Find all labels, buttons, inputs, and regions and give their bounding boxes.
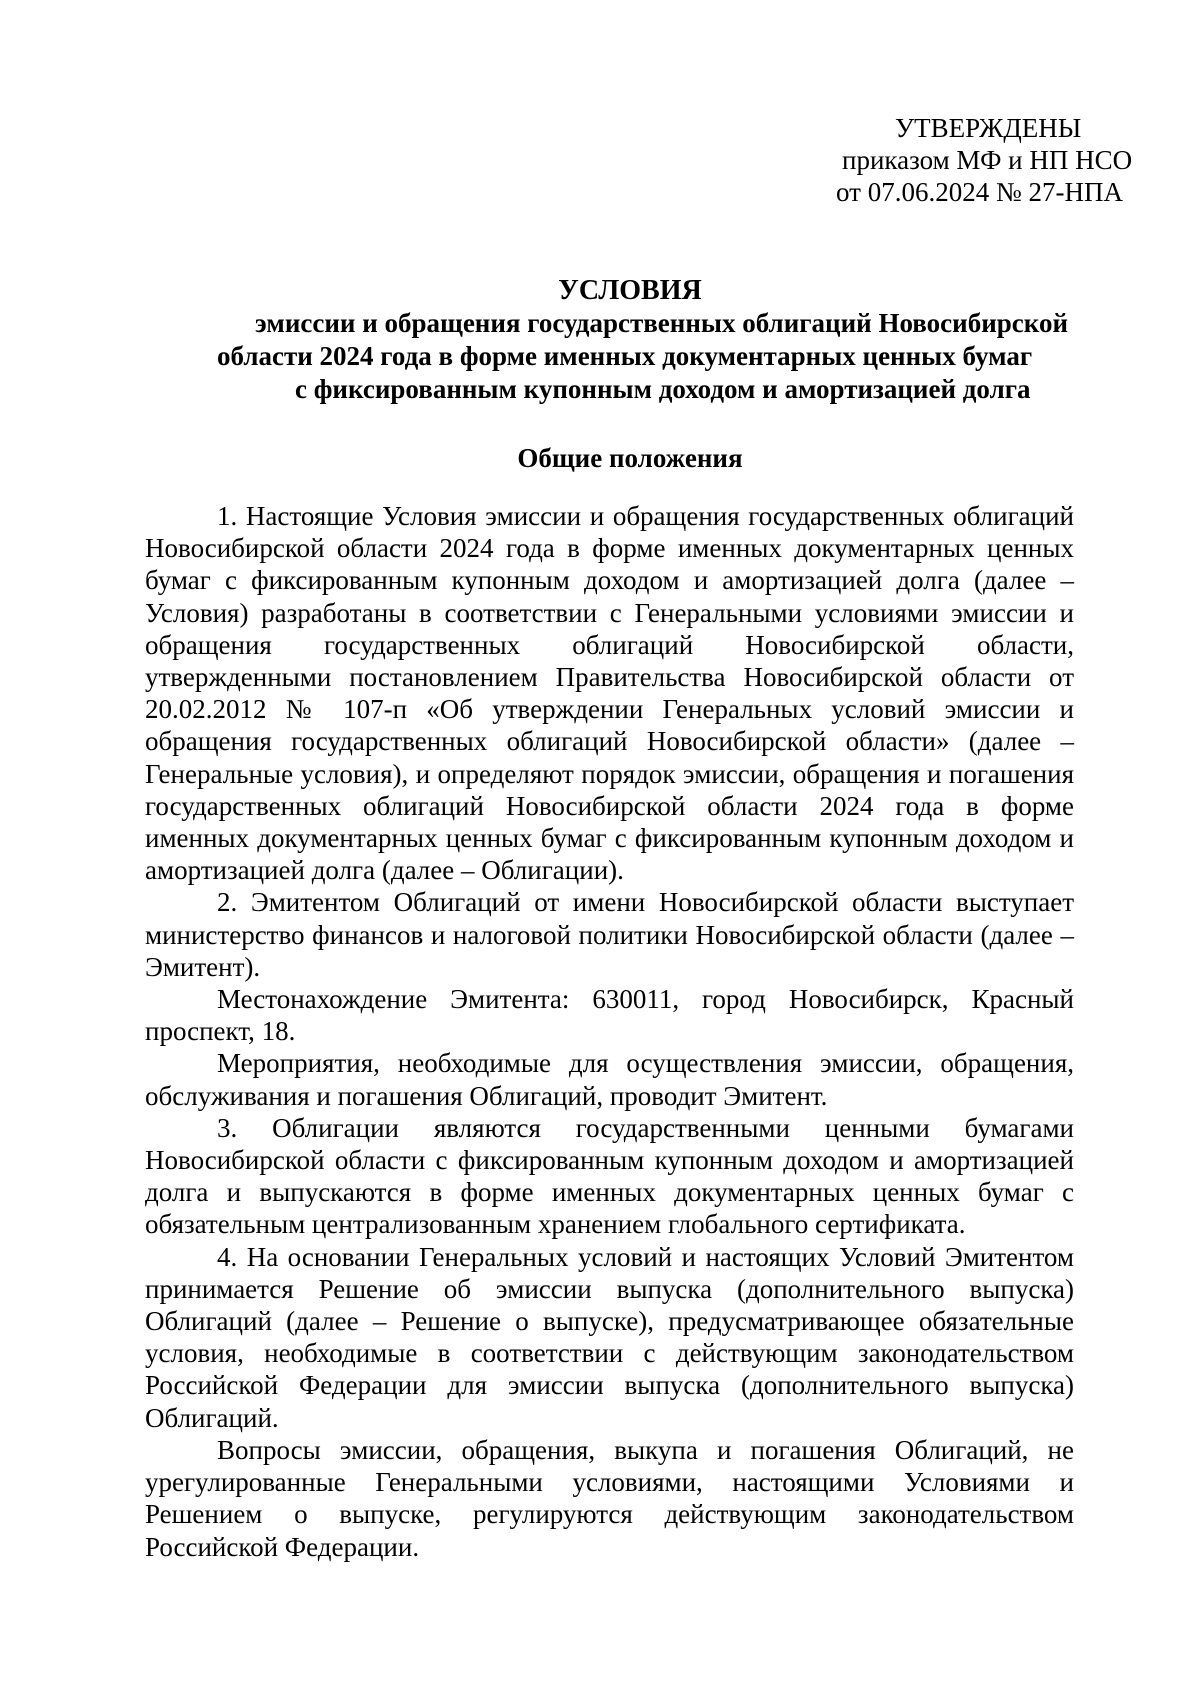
document-title bbox=[140, 274, 1080, 406]
paragraph-activities: Мероприятия, необходимые для осуществления эмиссии, обращения, обслуживания и погашения Облигаций, проводит Эмитент. bbox=[145, 1048, 1074, 1111]
paragraph-questions: Вопросы эмиссии, обращения, выкупа и погашения Облигаций, не урегулированные Генеральными условиями, настоящими Условиями и Решением о выпуске, регулируются действующим законодательством Российской Федерации. bbox=[145, 1434, 1074, 1562]
paragraph-4: 4. На основании Генеральных условий и настоящих Условий Эмитентом принимается Решение об эмиссии выпуска (дополнительного выпуска) Облигаций (далее – Решение о выпуске), предусматривающее обязательные условия, необходимые в соответствии с действующим законодательством Российской Федерации для эмиссии выпуска (дополнительного выпуска) Облигаций. bbox=[145, 1241, 1074, 1433]
title-line-2: области 2024 года в форме именных документарных ценных бумаг bbox=[217, 341, 1033, 371]
approval-line-order: приказом МФ и НП НСО bbox=[842, 145, 1133, 175]
approval-stamp bbox=[836, 112, 1162, 208]
approval-line-date: от 07.06.2024 № 27-НПА bbox=[836, 177, 1123, 207]
title-main: УСЛОВИЯ bbox=[558, 275, 702, 306]
approval-line-approved: УТВЕРЖДЕНЫ bbox=[895, 113, 1082, 143]
section-heading: Общие положения bbox=[517, 443, 743, 473]
title-line-3: с фиксированным купонным доходом и амортизацией долга bbox=[295, 374, 1031, 404]
paragraph-3: 3. Облигации являются государственными ценными бумагами Новосибирской области с фиксированным купонным доходом и амортизацией долга и выпускаются в форме именных документарных ценных бумаг с обязательным централизованным хранением глобального сертификата. bbox=[145, 1112, 1074, 1240]
document-body bbox=[145, 500, 1074, 1563]
title-line-1: эмиссии и обращения государственных облигаций Новосибирской bbox=[255, 308, 1069, 338]
paragraph-1: 1. Настоящие Условия эмиссии и обращения государственных облигаций Новосибирской области 2024 года в форме именных документарных ценных бумаг с фиксированным купонным доходом и амортизацией долга (далее – Условия) разработаны в соответствии с Генеральными условиями эмиссии и обращения государственных облигаций Новосибирской области, утвержденными постановлением Правительства Новосибирской области от 20.02.2012 № 107-п «Об утверждении Генеральных условий эмиссии и обращения государственных облигаций Новосибирской области» (далее – Генеральные условия), и определяют порядок эмиссии, обращения и погашения государственных облигаций Новосибирской области 2024 года в форме именных документарных ценных бумаг с фиксированным купонным доходом и амортизацией долга (далее – Облигации). bbox=[145, 501, 1074, 886]
paragraph-2: 2. Эмитентом Облигаций от имени Новосибирской области выступает министерство финансов и налоговой политики Новосибирской области (далее – Эмитент). bbox=[145, 887, 1074, 982]
paragraph-location: Местонахождение Эмитента: 630011, город Новосибирск, Красный проспект, 18. bbox=[145, 984, 1074, 1047]
